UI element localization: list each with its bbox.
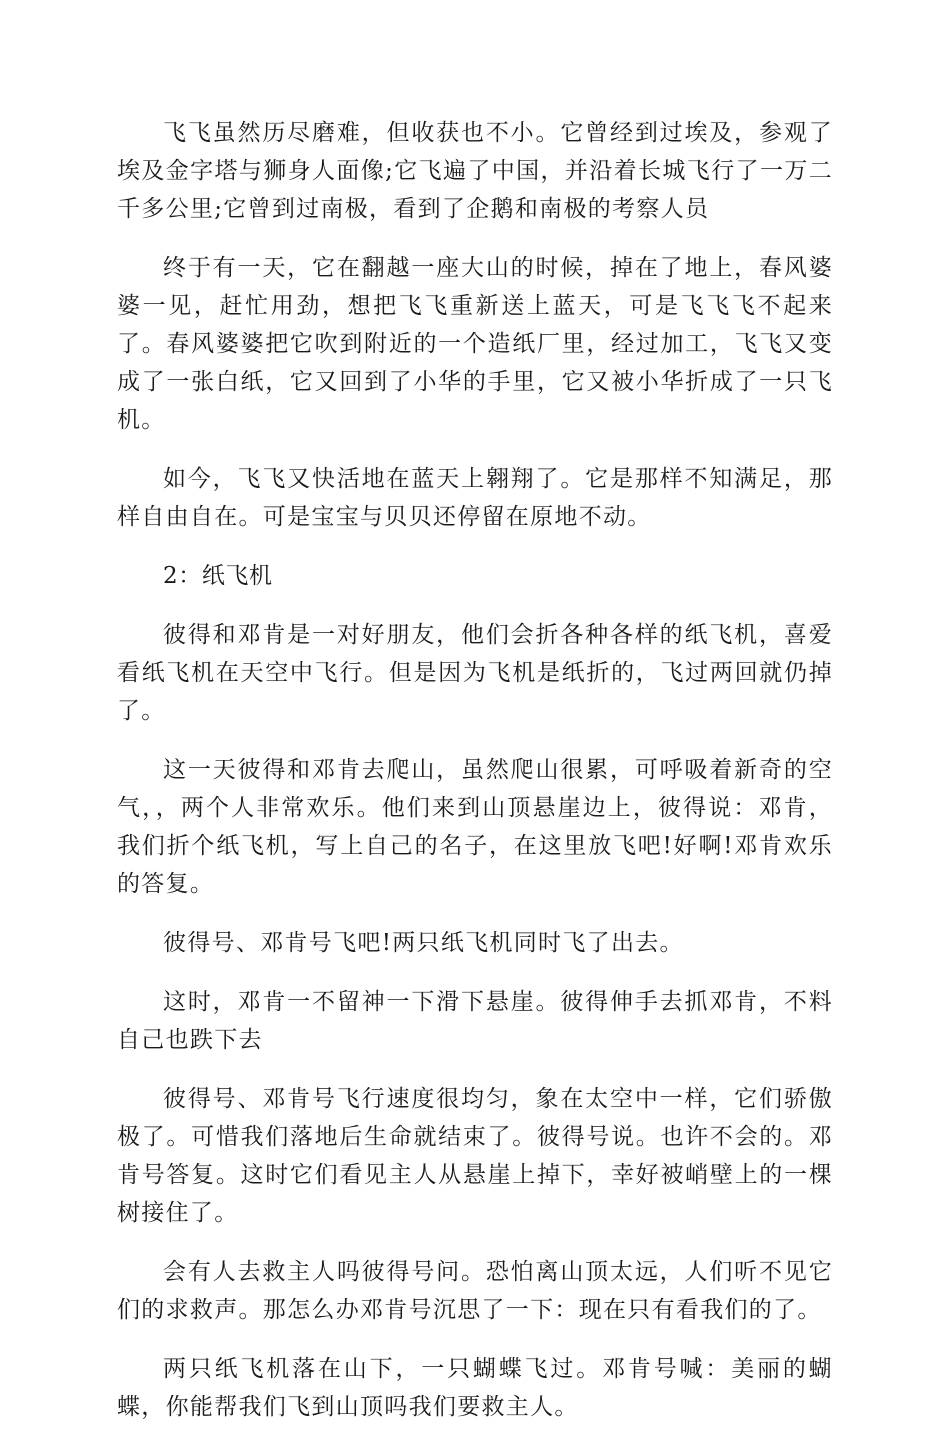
paragraph: 彼得号、邓肯号飞吧!两只纸飞机同时飞了出去。 bbox=[163, 930, 684, 956]
paragraph: 这一天彼得和邓肯去爬山，虽然爬山很累，可呼吸着新奇的空气，，两个人非常欢乐。他们来到山顶悬崖边上，彼得说：邓肯，我们折个纸飞机，写上自己的名子，在这里放飞吧!好啊!邓肯欢乐的答复。 bbox=[117, 757, 833, 897]
section-heading: 2：纸飞机 bbox=[163, 563, 273, 589]
paragraph: 彼得和邓肯是一对好朋友，他们会折各种各样的纸飞机，喜爱看纸飞机在天空中飞行。但是因为飞机是纸折的，飞过两回就仍掉了。 bbox=[117, 622, 833, 724]
paragraph: 如今，飞飞又快活地在蓝天上翱翔了。它是那样不知满足，那样自由自在。可是宝宝与贝贝还停留在原地不动。 bbox=[117, 466, 833, 530]
paragraph: 彼得号、邓肯号飞行速度很均匀，象在太空中一样，它们骄傲极了。可惜我们落地后生命就结束了。彼得号说。也许不会的。邓肯号答复。这时它们看见主人从悬崖上掉下，幸好被峭壁上的一棵树接住了。 bbox=[117, 1086, 833, 1226]
paragraph: 飞飞虽然历尽磨难，但收获也不小。它曾经到过埃及，参观了埃及金字塔与狮身人面像;它飞遍了中国，并沿着长城飞行了一万二千多公里;它曾到过南极，看到了企鹅和南极的考察人员 bbox=[117, 120, 833, 222]
paragraph: 这时，邓肯一不留神一下滑下悬崖。彼得伸手去抓邓肯，不料自己也跌下去 bbox=[117, 989, 833, 1053]
document-body bbox=[117, 114, 833, 1447]
paragraph: 两只纸飞机落在山下，一只蝴蝶飞过。邓肯号喊：美丽的蝴蝶，你能帮我们飞到山顶吗我们要救主人。 bbox=[117, 1356, 833, 1420]
paragraph: 终于有一天，它在翻越一座大山的时候，掉在了地上，春风婆婆一见，赶忙用劲，想把飞飞重新送上蓝天，可是飞飞飞不起来了。春风婆婆把它吹到附近的一个造纸厂里，经过加工，飞飞又变成了一张白纸，它又回到了小华的手里，它又被小华折成了一只飞机。 bbox=[117, 255, 833, 433]
paragraph: 会有人去救主人吗彼得号问。恐怕离山顶太远，人们听不见它们的求救声。那怎么办邓肯号沉思了一下：现在只有看我们的了。 bbox=[117, 1259, 833, 1323]
